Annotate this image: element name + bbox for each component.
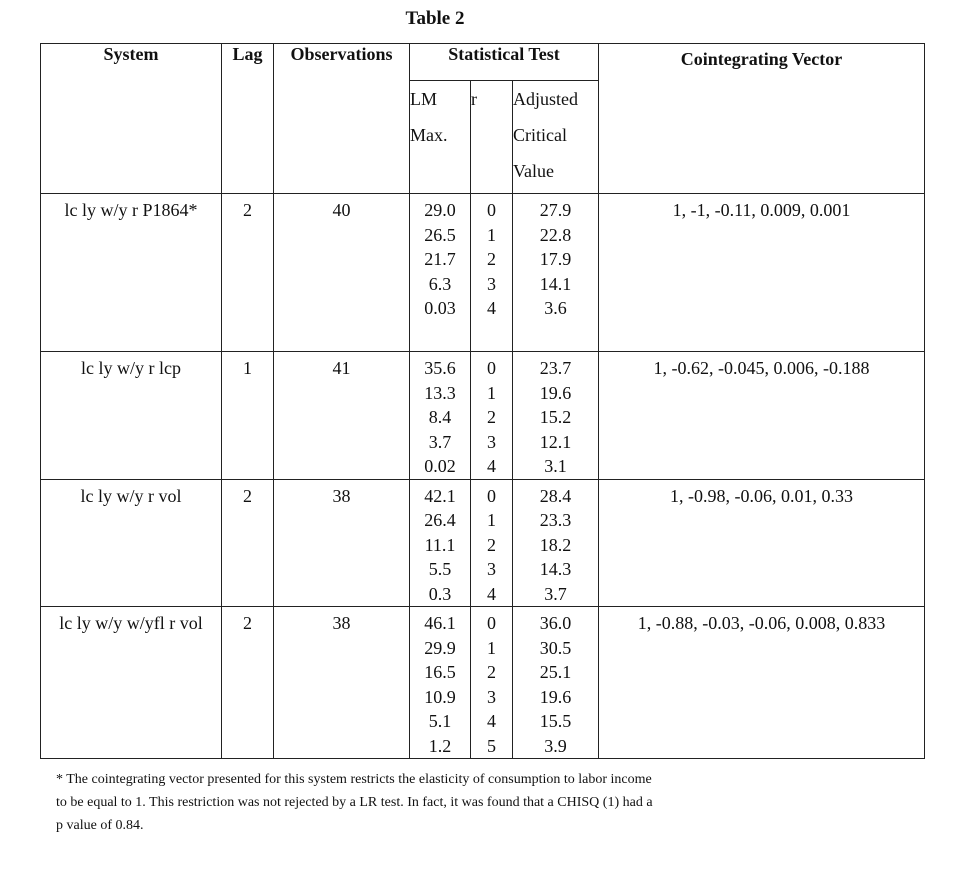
header-lm-line2: Max. xyxy=(410,125,448,145)
critical-value: 18.2 xyxy=(539,534,572,555)
vector-cell: 1, -0.98, -0.06, 0.01, 0.33 xyxy=(599,479,925,607)
critical-cell xyxy=(513,479,599,607)
r-value: 3 xyxy=(487,273,496,294)
critical-value: 15.2 xyxy=(539,407,572,427)
lm-value: 6.3 xyxy=(428,273,452,294)
r-value: 0 xyxy=(487,358,496,378)
lm-value: 0.03 xyxy=(424,298,456,318)
lm-cell xyxy=(410,352,471,480)
header-observations: Observations xyxy=(274,44,410,194)
critical-value: 14.1 xyxy=(539,273,572,294)
r-value: 1 xyxy=(487,637,496,658)
footnote xyxy=(56,768,836,837)
vector-cell: 1, -0.88, -0.03, -0.06, 0.008, 0.833 xyxy=(599,607,925,759)
table-row xyxy=(41,194,925,352)
r-value: 2 xyxy=(487,249,496,269)
vector-cell: 1, -1, -0.11, 0.009, 0.001 xyxy=(599,194,925,352)
critical-value: 25.1 xyxy=(539,662,572,682)
header-cointegrating-vector: Cointegrating Vector xyxy=(599,44,925,194)
critical-value: 15.5 xyxy=(539,711,572,731)
system-cell: lc ly w/y r vol xyxy=(41,479,222,607)
lm-value: 21.7 xyxy=(424,249,456,269)
lm-value: 16.5 xyxy=(424,662,456,682)
r-value: 2 xyxy=(487,407,496,427)
observations-cell: 40 xyxy=(274,194,410,352)
table-row xyxy=(41,607,925,759)
lm-cell xyxy=(410,194,471,352)
r-value: 4 xyxy=(487,456,496,476)
r-value: 5 xyxy=(487,735,496,756)
critical-value: 12.1 xyxy=(539,431,572,452)
critical-value: 3.1 xyxy=(544,456,567,476)
lm-value: 29.9 xyxy=(424,637,456,658)
header-system: System xyxy=(41,44,222,194)
critical-cell xyxy=(513,352,599,480)
lag-cell: 2 xyxy=(222,607,274,759)
critical-value: 36.0 xyxy=(539,613,572,633)
observations-cell: 41 xyxy=(274,352,410,480)
table-title: Table 2 xyxy=(405,8,465,29)
lm-value: 26.4 xyxy=(424,510,456,530)
lm-value: 26.5 xyxy=(424,224,456,245)
cointegration-table xyxy=(40,43,925,759)
system-cell: lc ly w/y w/yfl r vol xyxy=(41,607,222,759)
lm-value: 10.9 xyxy=(424,686,456,707)
observations-cell: 38 xyxy=(274,607,410,759)
header-statistical-test: Statistical Test xyxy=(410,44,599,81)
lag-cell: 2 xyxy=(222,479,274,607)
lm-value: 1.2 xyxy=(428,735,452,756)
r-value: 3 xyxy=(487,686,496,707)
critical-value: 19.6 xyxy=(539,382,572,403)
header-adjusted-critical-value xyxy=(513,81,599,194)
lm-value: 42.1 xyxy=(424,485,456,506)
lm-cell xyxy=(410,479,471,607)
lm-value: 29.0 xyxy=(424,200,456,220)
header-adj-line1: Adjusted xyxy=(513,89,578,109)
header-lag: Lag xyxy=(222,44,274,194)
lm-value: 13.3 xyxy=(424,382,456,403)
lm-cell xyxy=(410,607,471,759)
header-row xyxy=(41,44,925,81)
critical-value: 22.8 xyxy=(539,224,572,245)
r-value: 1 xyxy=(487,224,496,245)
lm-value: 46.1 xyxy=(424,613,456,633)
r-value: 0 xyxy=(487,200,496,220)
footnote-line: * The cointegrating vector presented for this system restricts the elasticity of consumption to labor income xyxy=(56,772,652,787)
header-adj-line3: Value xyxy=(513,161,554,181)
header-lm-max xyxy=(410,81,471,194)
critical-value: 23.3 xyxy=(539,510,572,530)
lag-cell: 1 xyxy=(222,352,274,480)
lm-value: 8.4 xyxy=(428,407,452,427)
lm-value: 5.1 xyxy=(428,711,452,731)
r-value: 0 xyxy=(487,613,496,633)
r-value: 1 xyxy=(487,510,496,530)
r-value: 2 xyxy=(487,662,496,682)
critical-value: 19.6 xyxy=(539,686,572,707)
critical-value: 17.9 xyxy=(539,249,572,269)
header-lm-line1: LM xyxy=(410,89,437,109)
r-cell xyxy=(471,194,513,352)
lm-value: 5.5 xyxy=(428,559,452,579)
critical-value: 3.6 xyxy=(544,298,567,318)
r-value: 2 xyxy=(487,534,496,555)
table-row xyxy=(41,479,925,607)
lm-value: 0.02 xyxy=(424,456,456,476)
r-value: 3 xyxy=(487,559,496,579)
critical-cell xyxy=(513,194,599,352)
header-adj-line2: Critical xyxy=(513,125,567,145)
lm-value: 3.7 xyxy=(428,431,452,452)
r-value: 4 xyxy=(487,298,496,318)
r-value: 4 xyxy=(487,711,496,731)
critical-value: 3.7 xyxy=(544,583,567,604)
critical-value: 30.5 xyxy=(539,637,572,658)
critical-value: 27.9 xyxy=(539,200,572,220)
r-value: 1 xyxy=(487,382,496,403)
critical-value: 14.3 xyxy=(539,559,572,579)
critical-value: 3.9 xyxy=(544,735,567,756)
observations-cell: 38 xyxy=(274,479,410,607)
header-r: r xyxy=(471,81,513,194)
lm-value: 0.3 xyxy=(428,583,452,604)
lm-value: 35.6 xyxy=(424,358,456,378)
footnote-line: to be equal to 1. This restriction was not rejected by a LR test. In fact, it was found that a CHISQ (1) had a xyxy=(56,795,653,810)
critical-cell xyxy=(513,607,599,759)
lm-value: 11.1 xyxy=(424,534,456,555)
lag-cell: 2 xyxy=(222,194,274,352)
r-value: 0 xyxy=(487,485,496,506)
r-value: 3 xyxy=(487,431,496,452)
r-cell xyxy=(471,607,513,759)
r-cell xyxy=(471,352,513,480)
table-row xyxy=(41,352,925,480)
footnote-line: p value of 0.84. xyxy=(56,818,144,833)
system-cell: lc ly w/y r P1864* xyxy=(41,194,222,352)
system-cell: lc ly w/y r lcp xyxy=(41,352,222,480)
r-value: 4 xyxy=(487,583,496,604)
critical-value: 23.7 xyxy=(539,358,572,378)
r-cell xyxy=(471,479,513,607)
vector-cell: 1, -0.62, -0.045, 0.006, -0.188 xyxy=(599,352,925,480)
critical-value: 28.4 xyxy=(539,485,572,506)
